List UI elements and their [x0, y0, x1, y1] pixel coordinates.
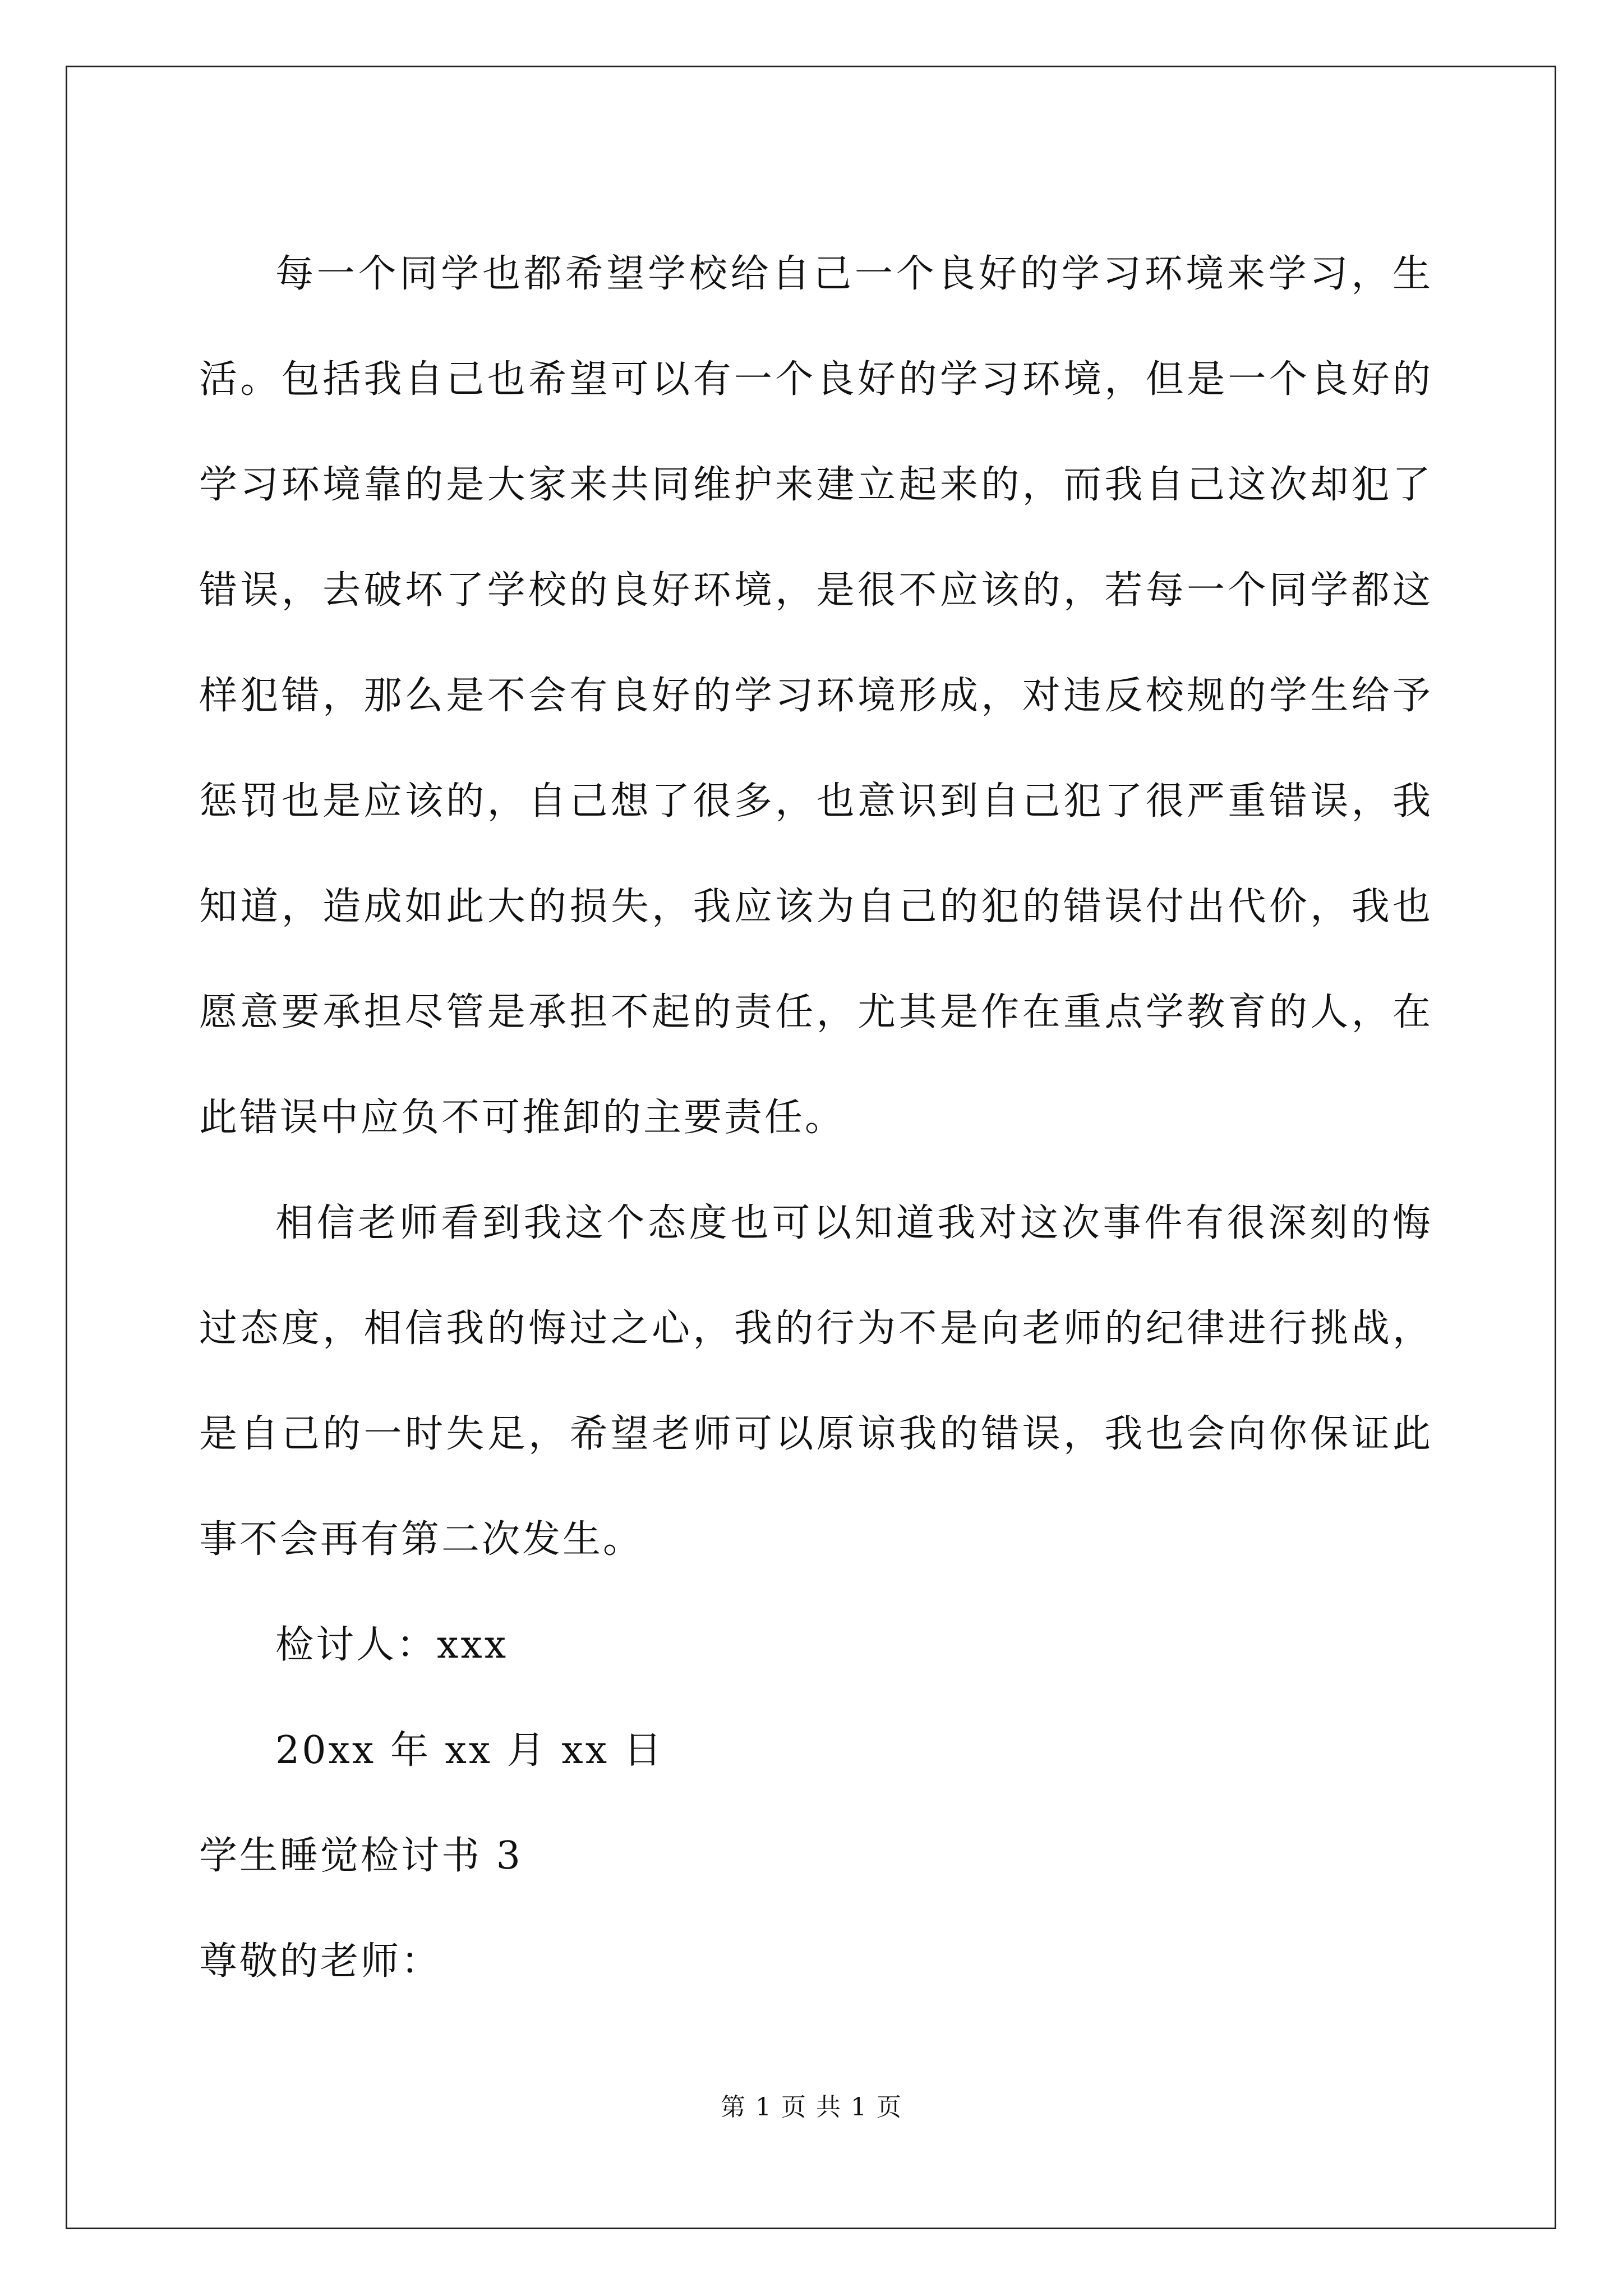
date-line: 20xx 年 xx 月 xx 日	[275, 1728, 664, 1773]
signature-line: 检讨人：xxx	[275, 1623, 509, 1667]
page-footer: 第 1 页 共 1 页	[721, 2093, 902, 2122]
salutation: 尊敬的老师：	[199, 1939, 442, 1984]
paragraph-2: 相信老师看到我这个态度也可以知道我对这次事件有很深刻的悔过态度，相信我的悔过之心，我的行为不是向老师的纪律进行挑战，是自己的一时失足，希望老师可以原谅我的错误，我也会向你保证此事不会再有第二次发生。	[199, 1201, 1433, 1562]
document-body	[199, 222, 1433, 2014]
paragraph-1: 每一个同学也都希望学校给自己一个良好的学习环境来学习，生活。包括我自己也希望可以有一个良好的学习环境，但是一个良好的学习环境靠的是大家来共同维护来建立起来的，而我自己这次却犯了错误，去破坏了学校的良好环境，是很不应该的，若每一个同学都这样犯错，那么是不会有良好的学习环境形成，对违反校规的学生给予惩罚也是应该的，自己想了很多，也意识到自己犯了很严重错误，我知道，造成如此大的损失，我应该为自己的犯的错误付出代价，我也愿意要承担尽管是承担不起的责任，尤其是作在重点学教育的人，在此错误中应负不可推卸的主要责任。	[199, 252, 1433, 1140]
section-title: 学生睡觉检讨书 3	[199, 1834, 523, 1878]
